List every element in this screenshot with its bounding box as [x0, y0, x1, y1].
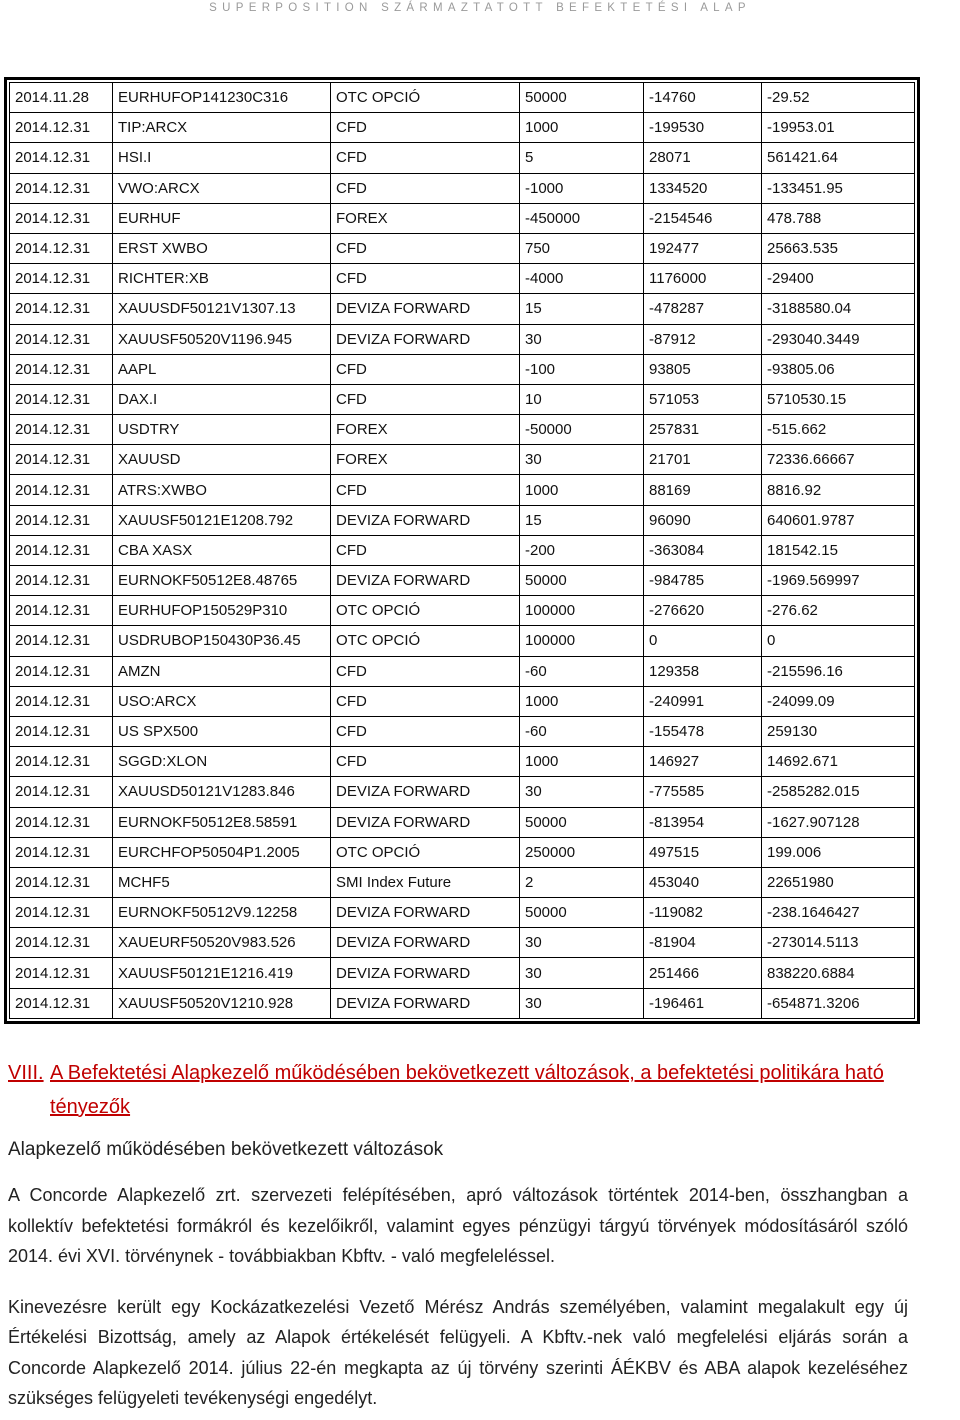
type-cell: SMI Index Future	[331, 867, 520, 897]
value-cell: -276620	[644, 596, 762, 626]
date-cell: 2014.11.28	[10, 83, 113, 113]
value-cell: -240991	[644, 686, 762, 716]
type-cell: OTC OPCIÓ	[331, 837, 520, 867]
section-number: VIII.	[8, 1062, 44, 1084]
result-cell: 14692.671	[762, 747, 915, 777]
section-subtitle: Alapkezelő működésében bekövetkezett változások	[8, 1139, 444, 1160]
instrument-cell: EURNOKF50512E8.48765	[113, 566, 331, 596]
date-cell: 2014.12.31	[10, 837, 113, 867]
holdings-table-body	[10, 83, 915, 1019]
instrument-cell: XAUUSF50520V1196.945	[113, 324, 331, 354]
type-cell: CFD	[331, 113, 520, 143]
value-cell: -81904	[644, 928, 762, 958]
date-cell: 2014.12.31	[10, 747, 113, 777]
type-cell: DEVIZA FORWARD	[331, 958, 520, 988]
type-cell: CFD	[331, 656, 520, 686]
quantity-cell: -100	[520, 354, 644, 384]
value-cell: 96090	[644, 505, 762, 535]
value-cell: 571053	[644, 384, 762, 414]
quantity-cell: 5	[520, 143, 644, 173]
instrument-cell: EURNOKF50512E8.58591	[113, 807, 331, 837]
quantity-cell: 50000	[520, 566, 644, 596]
table-row	[10, 596, 915, 626]
value-cell: 93805	[644, 354, 762, 384]
result-cell: -1627.907128	[762, 807, 915, 837]
instrument-cell: EURHUFOP150529P310	[113, 596, 331, 626]
instrument-cell: USDTRY	[113, 415, 331, 445]
date-cell: 2014.12.31	[10, 294, 113, 324]
instrument-cell: RICHTER:XB	[113, 264, 331, 294]
date-cell: 2014.12.31	[10, 898, 113, 928]
date-cell: 2014.12.31	[10, 566, 113, 596]
instrument-cell: VWO:ARCX	[113, 173, 331, 203]
result-cell: -29400	[762, 264, 915, 294]
date-cell: 2014.12.31	[10, 113, 113, 143]
type-cell: CFD	[331, 264, 520, 294]
quantity-cell: 30	[520, 958, 644, 988]
value-cell: 453040	[644, 867, 762, 897]
quantity-cell: 1000	[520, 747, 644, 777]
result-cell: -19953.01	[762, 113, 915, 143]
result-cell: -93805.06	[762, 354, 915, 384]
type-cell: CFD	[331, 747, 520, 777]
instrument-cell: XAUUSF50121E1208.792	[113, 505, 331, 535]
type-cell: CFD	[331, 686, 520, 716]
quantity-cell: 30	[520, 928, 644, 958]
table-row	[10, 958, 915, 988]
date-cell: 2014.12.31	[10, 384, 113, 414]
result-cell: -133451.95	[762, 173, 915, 203]
type-cell: DEVIZA FORWARD	[331, 807, 520, 837]
table-row	[10, 233, 915, 263]
value-cell: -87912	[644, 324, 762, 354]
date-cell: 2014.12.31	[10, 475, 113, 505]
result-cell: 199.006	[762, 837, 915, 867]
paragraph: A Concorde Alapkezelő zrt. szervezeti felépítésében, apró változások történtek 2014-ben, összhangban a kollektív befektetési formákról és kezelőikről, valamint egyes pénzügyi tárgyú törvények módosításáról szóló 2014. évi XVI. törvénynek - továbbiakban Kbftv. - való megfeleléssel.	[8, 1185, 908, 1266]
value-cell: 192477	[644, 233, 762, 263]
instrument-cell: ATRS:XWBO	[113, 475, 331, 505]
instrument-cell: SGGD:XLON	[113, 747, 331, 777]
date-cell: 2014.12.31	[10, 958, 113, 988]
type-cell: DEVIZA FORWARD	[331, 566, 520, 596]
table-row	[10, 686, 915, 716]
type-cell: CFD	[331, 354, 520, 384]
value-cell: 0	[644, 626, 762, 656]
instrument-cell: USDRUBOP150430P36.45	[113, 626, 331, 656]
result-cell: -29.52	[762, 83, 915, 113]
type-cell: OTC OPCIÓ	[331, 83, 520, 113]
table-row	[10, 264, 915, 294]
instrument-cell: TIP:ARCX	[113, 113, 331, 143]
type-cell: FOREX	[331, 203, 520, 233]
value-cell: 1176000	[644, 264, 762, 294]
instrument-cell: CBA XASX	[113, 535, 331, 565]
type-cell: FOREX	[331, 445, 520, 475]
holdings-table	[9, 82, 915, 1019]
table-row	[10, 384, 915, 414]
type-cell: OTC OPCIÓ	[331, 626, 520, 656]
table-row	[10, 807, 915, 837]
table-row	[10, 988, 915, 1018]
type-cell: CFD	[331, 716, 520, 746]
date-cell: 2014.12.31	[10, 596, 113, 626]
quantity-cell: 15	[520, 294, 644, 324]
quantity-cell: 30	[520, 445, 644, 475]
instrument-cell: EURCHFOP50504P1.2005	[113, 837, 331, 867]
table-row	[10, 475, 915, 505]
holdings-table-frame	[4, 77, 920, 1024]
date-cell: 2014.12.31	[10, 928, 113, 958]
quantity-cell: 15	[520, 505, 644, 535]
table-row	[10, 716, 915, 746]
type-cell: DEVIZA FORWARD	[331, 324, 520, 354]
quantity-cell: 50000	[520, 807, 644, 837]
section-heading	[8, 1056, 908, 1124]
instrument-cell: USO:ARCX	[113, 686, 331, 716]
quantity-cell: 750	[520, 233, 644, 263]
instrument-cell: EURNOKF50512V9.12258	[113, 898, 331, 928]
date-cell: 2014.12.31	[10, 415, 113, 445]
quantity-cell: 1000	[520, 113, 644, 143]
value-cell: -775585	[644, 777, 762, 807]
quantity-cell: -1000	[520, 173, 644, 203]
date-cell: 2014.12.31	[10, 535, 113, 565]
date-cell: 2014.12.31	[10, 505, 113, 535]
result-cell: 478.788	[762, 203, 915, 233]
date-cell: 2014.12.31	[10, 686, 113, 716]
instrument-cell: MCHF5	[113, 867, 331, 897]
table-row	[10, 747, 915, 777]
quantity-cell: 250000	[520, 837, 644, 867]
value-cell: -2154546	[644, 203, 762, 233]
table-row	[10, 415, 915, 445]
type-cell: DEVIZA FORWARD	[331, 898, 520, 928]
date-cell: 2014.12.31	[10, 656, 113, 686]
instrument-cell: US SPX500	[113, 716, 331, 746]
instrument-cell: DAX.I	[113, 384, 331, 414]
table-row	[10, 928, 915, 958]
result-cell: -273014.5113	[762, 928, 915, 958]
date-cell: 2014.12.31	[10, 626, 113, 656]
table-row	[10, 777, 915, 807]
result-cell: -24099.09	[762, 686, 915, 716]
quantity-cell: 50000	[520, 83, 644, 113]
quantity-cell: 1000	[520, 686, 644, 716]
type-cell: CFD	[331, 535, 520, 565]
instrument-cell: XAUUSD50121V1283.846	[113, 777, 331, 807]
instrument-cell: XAUUSF50121E1216.419	[113, 958, 331, 988]
value-cell: 129358	[644, 656, 762, 686]
date-cell: 2014.12.31	[10, 988, 113, 1018]
quantity-cell: 2	[520, 867, 644, 897]
result-cell: -1969.569997	[762, 566, 915, 596]
quantity-cell: 30	[520, 777, 644, 807]
result-cell: 838220.6884	[762, 958, 915, 988]
section-title: A Befektetési Alapkezelő működésében bekövetkezett változások, a befektetési politikára ható tényezők	[50, 1062, 884, 1118]
paragraph: Kinevezésre került egy Kockázatkezelési Vezető Mérész András személyében, valamint megalakult egy új Értékelési Bizottság, amely az Alapok értékelését felügyeli. A Kbftv.-nek való megfelelési eljárás során a Concorde Alapkezelő 2014. július 22-én megkapta az új törvény szerinti ÁÉKBV és ABA alapok kezeléséhez szükséges felügyeleti tevékenységi engedélyt.	[8, 1296, 908, 1408]
instrument-cell: EURHUFOP141230C316	[113, 83, 331, 113]
date-cell: 2014.12.31	[10, 324, 113, 354]
section-viii	[8, 1056, 908, 1414]
value-cell: -196461	[644, 988, 762, 1018]
result-cell: -293040.3449	[762, 324, 915, 354]
result-cell: -515.662	[762, 415, 915, 445]
value-cell: 257831	[644, 415, 762, 445]
table-row	[10, 626, 915, 656]
date-cell: 2014.12.31	[10, 233, 113, 263]
result-cell: 72336.66667	[762, 445, 915, 475]
result-cell: 5710530.15	[762, 384, 915, 414]
value-cell: 1334520	[644, 173, 762, 203]
quantity-cell: 50000	[520, 898, 644, 928]
table-row	[10, 566, 915, 596]
instrument-cell: ERST XWBO	[113, 233, 331, 263]
table-row	[10, 837, 915, 867]
value-cell: -199530	[644, 113, 762, 143]
quantity-cell: 1000	[520, 475, 644, 505]
instrument-cell: AAPL	[113, 354, 331, 384]
result-cell: 25663.535	[762, 233, 915, 263]
document-header: SUPERPOSITION SZÁRMAZTATOTT BEFEKTETÉSI ALAP	[209, 2, 751, 14]
table-row	[10, 535, 915, 565]
quantity-cell: -60	[520, 716, 644, 746]
value-cell: -14760	[644, 83, 762, 113]
date-cell: 2014.12.31	[10, 807, 113, 837]
table-row	[10, 113, 915, 143]
instrument-cell: HSI.I	[113, 143, 331, 173]
quantity-cell: 100000	[520, 596, 644, 626]
result-cell: -654871.3206	[762, 988, 915, 1018]
quantity-cell: 30	[520, 324, 644, 354]
value-cell: -119082	[644, 898, 762, 928]
quantity-cell: -50000	[520, 415, 644, 445]
result-cell: 0	[762, 626, 915, 656]
table-row	[10, 324, 915, 354]
instrument-cell: XAUEURF50520V983.526	[113, 928, 331, 958]
type-cell: DEVIZA FORWARD	[331, 505, 520, 535]
value-cell: -984785	[644, 566, 762, 596]
table-row	[10, 867, 915, 897]
value-cell: 146927	[644, 747, 762, 777]
date-cell: 2014.12.31	[10, 203, 113, 233]
type-cell: CFD	[331, 475, 520, 505]
value-cell: 251466	[644, 958, 762, 988]
table-row	[10, 203, 915, 233]
result-cell: 561421.64	[762, 143, 915, 173]
type-cell: CFD	[331, 173, 520, 203]
date-cell: 2014.12.31	[10, 716, 113, 746]
instrument-cell: XAUUSD	[113, 445, 331, 475]
result-cell: 22651980	[762, 867, 915, 897]
type-cell: CFD	[331, 233, 520, 263]
date-cell: 2014.12.31	[10, 777, 113, 807]
quantity-cell: -200	[520, 535, 644, 565]
date-cell: 2014.12.31	[10, 354, 113, 384]
result-cell: -2585282.015	[762, 777, 915, 807]
table-row	[10, 83, 915, 113]
instrument-cell: AMZN	[113, 656, 331, 686]
table-row	[10, 143, 915, 173]
type-cell: DEVIZA FORWARD	[331, 928, 520, 958]
type-cell: DEVIZA FORWARD	[331, 988, 520, 1018]
date-cell: 2014.12.31	[10, 264, 113, 294]
value-cell: -363084	[644, 535, 762, 565]
result-cell: 181542.15	[762, 535, 915, 565]
value-cell: -155478	[644, 716, 762, 746]
result-cell: -215596.16	[762, 656, 915, 686]
result-cell: 640601.9787	[762, 505, 915, 535]
date-cell: 2014.12.31	[10, 867, 113, 897]
result-cell: -238.1646427	[762, 898, 915, 928]
instrument-cell: XAUUSDF50121V1307.13	[113, 294, 331, 324]
type-cell: FOREX	[331, 415, 520, 445]
type-cell: DEVIZA FORWARD	[331, 777, 520, 807]
quantity-cell: 100000	[520, 626, 644, 656]
value-cell: -478287	[644, 294, 762, 324]
table-row	[10, 294, 915, 324]
quantity-cell: -450000	[520, 203, 644, 233]
value-cell: 21701	[644, 445, 762, 475]
table-row	[10, 173, 915, 203]
date-cell: 2014.12.31	[10, 173, 113, 203]
table-row	[10, 656, 915, 686]
type-cell: CFD	[331, 143, 520, 173]
type-cell: CFD	[331, 384, 520, 414]
table-row	[10, 445, 915, 475]
value-cell: 88169	[644, 475, 762, 505]
date-cell: 2014.12.31	[10, 445, 113, 475]
quantity-cell: -60	[520, 656, 644, 686]
type-cell: OTC OPCIÓ	[331, 596, 520, 626]
value-cell: -813954	[644, 807, 762, 837]
value-cell: 497515	[644, 837, 762, 867]
quantity-cell: -4000	[520, 264, 644, 294]
quantity-cell: 10	[520, 384, 644, 414]
result-cell: -3188580.04	[762, 294, 915, 324]
result-cell: -276.62	[762, 596, 915, 626]
quantity-cell: 30	[520, 988, 644, 1018]
result-cell: 259130	[762, 716, 915, 746]
type-cell: DEVIZA FORWARD	[331, 294, 520, 324]
table-row	[10, 505, 915, 535]
instrument-cell: XAUUSF50520V1210.928	[113, 988, 331, 1018]
value-cell: 28071	[644, 143, 762, 173]
table-row	[10, 898, 915, 928]
table-row	[10, 354, 915, 384]
instrument-cell: EURHUF	[113, 203, 331, 233]
date-cell: 2014.12.31	[10, 143, 113, 173]
result-cell: 8816.92	[762, 475, 915, 505]
